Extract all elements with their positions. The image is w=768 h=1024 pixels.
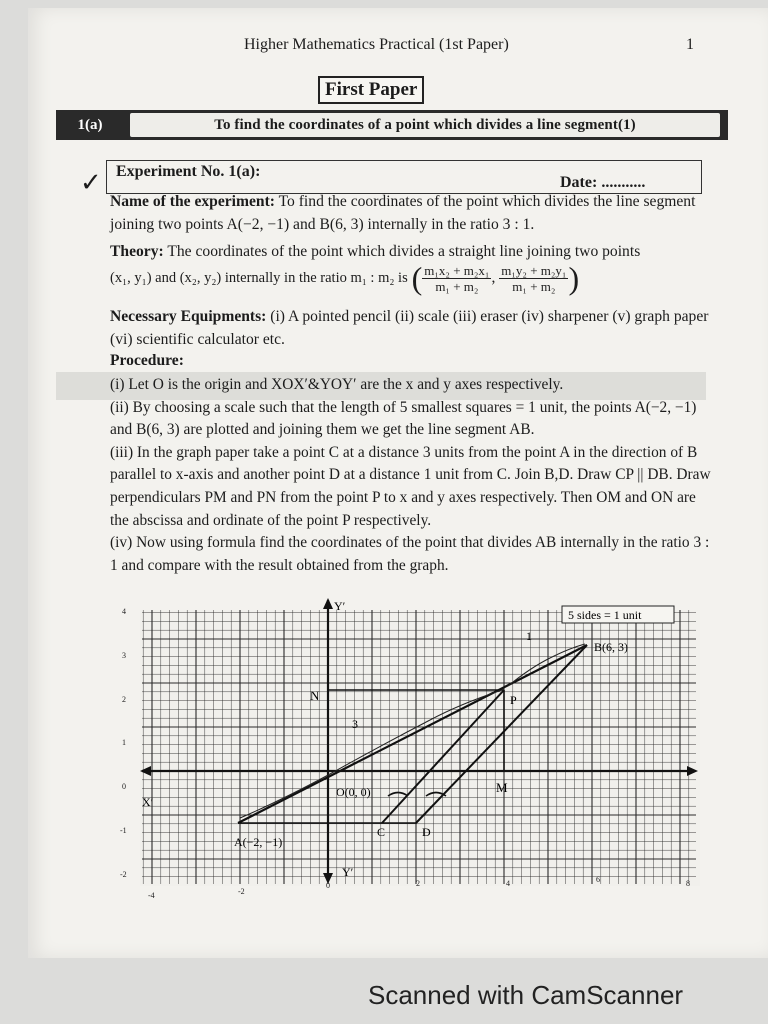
section-title: First Paper <box>318 76 424 104</box>
experiment-date: Date: ........... <box>560 174 646 191</box>
scanner-watermark: Scanned with CamScanner <box>368 980 684 1010</box>
experiment-name <box>110 190 710 236</box>
theory-paragraph: Theory: The coordinates of the point which divides a straight line joining two points (x₁, y₁) and (x₂, y₂) internally in the ratio m₁ : m₂ is ( $\frac{\text{m₁x₂ + m₂x₁}}{\text{m₁ + m₂}}$ , $\frac{\text{m₁y₂ + m₂y₁}}{\text{m₁ + m₂}}$ ) <box>110 243 641 296</box>
label-point-c: C <box>377 825 386 839</box>
graph-figure <box>120 596 710 906</box>
x-tick: 8 <box>686 879 690 888</box>
procedure-step: (ii) By choosing a scale such that the length of 5 smallest squares = 1 unit, the points A(−2, −1) and B(6, 3) are plotted and joining them we get the line segment AB. <box>110 398 697 439</box>
equipment-paragraph <box>110 305 710 351</box>
label-point-m: M <box>496 780 508 795</box>
label-point-d: D <box>422 825 431 839</box>
procedure-step: (iv) Now using formula find the coordinates of the point that divides AB internally in the ratio 3 : 1 and compare with the result obtained from the graph. <box>110 534 710 574</box>
scale-note: 5 sides = 1 unit <box>568 608 642 622</box>
x-tick: 4 <box>506 879 510 888</box>
equipment-label: Necessary Equipments: <box>110 308 267 325</box>
page-number: 1 <box>686 36 694 53</box>
page-header: Higher Mathematics Practical (1st Paper) <box>244 36 509 53</box>
label-y-top: Y′ <box>334 599 346 613</box>
x-tick: 0 <box>326 881 330 890</box>
experiment-number: Experiment No. 1(a): <box>116 163 261 180</box>
procedure-heading <box>110 349 710 372</box>
label-point-n: N <box>310 688 320 703</box>
label-origin: O(0, 0) <box>336 785 371 799</box>
x-tick: -2 <box>238 887 245 896</box>
y-tick: 0 <box>122 782 126 791</box>
formula-x: $\frac{\text{m₁x₂ + m₂x₁}}{\text{m₁ + m₂}}$ <box>424 263 490 294</box>
equipment-text: (i) A pointed pencil (ii) scale (iii) eraser (iv) sharpener (v) graph paper (vi) scientific calculator etc. <box>110 308 709 348</box>
label-ratio-3: 3 <box>352 717 358 731</box>
label-point-a: A(−2, −1) <box>234 835 283 849</box>
procedure-step: (iii) In the graph paper take a point C at a distance 3 units from the point A in the direction of B parallel to x-axis and another point D at a distance 1 unit from C. Join B,D. Draw CP || DB. Draw perpendiculars PM and PN from the point P to x and y axes respectively. Then OM and ON are the abscissa and ordinate of the point P respectively. <box>110 443 711 529</box>
label-y-bottom: Y′ <box>342 865 354 879</box>
theory-text-2: (x₁, y₁) and (x₂, y₂) internally in the ratio m₁ : m₂ is <box>110 270 408 287</box>
check-mark-icon: ✓ <box>80 168 102 197</box>
formula-y: $\frac{\text{m₁y₂ + m₂y₁}}{\text{m₁ + m₂}}$ <box>501 263 567 294</box>
y-tick: -2 <box>120 870 127 879</box>
name-label: Name of the experiment: <box>110 193 275 210</box>
banner-title: To find the coordinates of a point which divides a line segment(1) <box>130 113 720 137</box>
label-x-left: X′ <box>142 795 154 809</box>
theory-text-1: The coordinates of the point which divides a straight line joining two points <box>167 243 641 260</box>
label-point-p: P <box>510 693 517 707</box>
label-ratio-1: 1 <box>526 629 532 643</box>
y-tick: 4 <box>122 607 126 616</box>
x-tick: 6 <box>596 875 600 884</box>
y-tick: 1 <box>122 738 126 747</box>
y-tick: 2 <box>122 695 126 704</box>
procedure-steps <box>110 374 716 577</box>
x-tick: -4 <box>148 891 155 900</box>
banner-code: 1(a) <box>77 117 103 133</box>
theory-label: Theory: <box>110 243 164 260</box>
x-tick: 2 <box>416 879 420 888</box>
procedure-step: (i) Let O is the origin and XOX′&YOY′ are the x and y axes respectively. <box>110 376 564 393</box>
procedure-label: Procedure: <box>110 352 184 369</box>
y-arrow-up-icon <box>323 598 333 609</box>
label-point-b: B(6, 3) <box>594 640 628 654</box>
name-text: To find the coordinates of the point which divides the line segment joining two points A(−2, −1) and B(6, 3) internally in the ratio 3 : 1. <box>110 193 696 233</box>
y-tick: 3 <box>122 651 126 660</box>
y-tick: -1 <box>120 826 127 835</box>
